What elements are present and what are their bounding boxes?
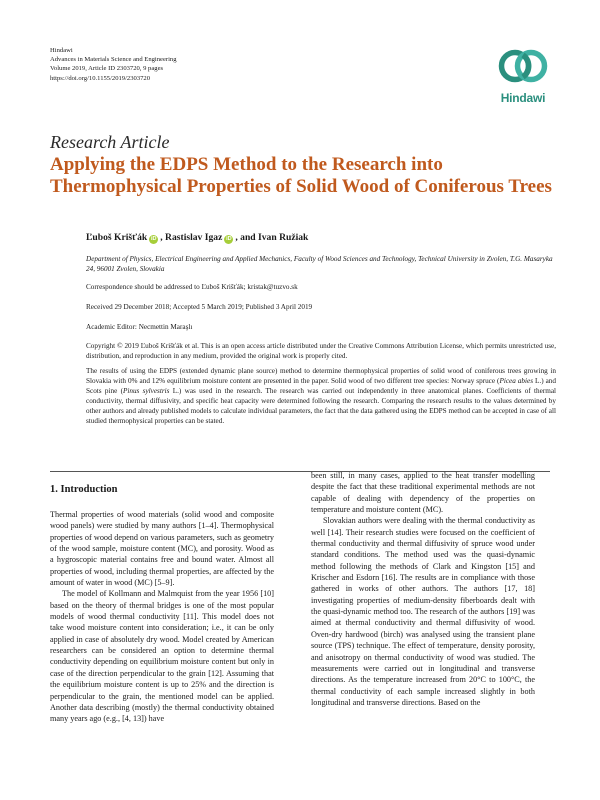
academic-editor: Academic Editor: Necmettin Maraşlı — [86, 323, 193, 331]
author-list — [86, 232, 308, 244]
section-heading: 1. Introduction — [50, 484, 118, 495]
author-separator: , and — [235, 232, 259, 243]
species-name: Picea abies — [499, 377, 533, 385]
logo-wordmark: Hindawi — [500, 91, 546, 105]
article-type: Research Article — [50, 132, 170, 152]
affiliation: Department of Physics, Electrical Engineering and Applied Mechanics, Faculty of Wood Sciences and Technology, Technical University in Zvolen, T.G. Masaryka 24, 96001 Zvolen, Slovakia — [86, 255, 553, 273]
journal-header — [50, 46, 350, 83]
copyright-notice: Copyright © 2019 Ľuboš Krišťák et al. This is an open access article distributed under the Creative Commons Attribution License, which permits unrestricted use, distribution, and reproduction in any medium, provided the original work is properly cited. — [86, 342, 556, 360]
doi-link[interactable]: https://doi.org/10.1155/2019/2303720 — [50, 74, 151, 82]
orcid-icon[interactable]: iD — [226, 236, 232, 242]
publication-dates: Received 29 December 2018; Accepted 5 March 2019; Published 3 April 2019 — [86, 303, 313, 311]
paragraph: been still, in many cases, applied to the heat transfer modelling despite the fact that these traditional experimental methods are not capable of dealing with dependency of the properties on temperature and moisture content (MC). — [311, 471, 535, 515]
publisher-name: Hindawi — [50, 47, 73, 54]
journal-name: Advances in Materials Science and Engineering — [50, 56, 177, 64]
paragraph: Thermal properties of wood materials (solid wood and composite wood panels) were studied by many authors [1–4]. Thermophysical properties of wood depend on various parameters, such as geometry of the wood sample, moisture content (MC), and porosity. Wood as a hygroscopic material contains free and bound water. Almost all properties of wood, including thermal properties, are affected by the amount of water in wood (MC) [5–9]. — [50, 510, 274, 588]
volume-info: Volume 2019, Article ID 2303720, 9 pages — [50, 65, 164, 73]
hindawi-rings-icon — [495, 44, 551, 90]
correspondence: Correspondence should be addressed to Ľuboš Krišťák; kristak@tuzvo.sk — [86, 283, 298, 291]
species-name: Pinus sylvestris — [122, 387, 170, 395]
author-separator: , — [160, 232, 166, 243]
author-name: Ľuboš Krišťák — [86, 232, 148, 243]
orcid-icon[interactable]: iD — [151, 236, 157, 242]
abstract-text: L.) and Scots pine ( — [86, 377, 556, 395]
article-title: Applying the EDPS Method to the Research into Thermophysical Properties of Solid Wood of Coniferous Trees — [50, 154, 552, 197]
hindawi-logo — [495, 44, 551, 106]
paragraph: Slovakian authors were dealing with the thermal conductivity as well [14]. Their research studies were focused on the coefficient of thermal conductivity and thermal diffusivity of spruce wood under standard conditions. The method used was the quasi-dynamic method following the methods of Clark and Kingston [15] and Krischer and Esdorn [16]. The results are in compliance with those gathered in works of other authors. The authors [17, 18] investigating properties of medium-density fiberboards dealt with the quasi-dynamic method too. The research of the authors [19] was aimed at thermal conductivity and thermal diffusivity of wood. Oven-dry hardwood (birch) was analysed using the transient plane source (TPS) technique. The effect of temperature, density porosity, and anisotropy on thermal conductivity of wood was studied. The measurements were carried out in longitudinal and transverse directions. As the temperature increased from 20°C to 100°C, the thermal conductivity of each sample increased slightly in both longitudinal and transverse directions. Based on the — [311, 516, 535, 707]
abstract-text: The results of using the EDPS (extended dynamic plane source) method to determine thermophysical properties of solid wood of coniferous trees growing in Slovakia with 0% and 12% equilibrium moisture content are presented in the paper. Solid wood of two different tree species: Norway spruce ( — [86, 367, 556, 385]
author-name: Rastislav Igaz — [165, 232, 223, 243]
body-column-left — [50, 484, 274, 725]
abstract-text: L.) was used in the research. The research was carried out independently in three anatomical planes. Coefficients of thermal conductivity, thermal diffusivity, and specific heat capacity were determined following the research. Comparing the research results to the values determined by other authors and already published models to calculate individual parameters, the fact that the data gathered using the EDPS method can be accepted in case of all studied thermophysical properties can be stated. — [86, 387, 557, 425]
author-name: Ivan Ružiak — [258, 232, 309, 243]
body-column-right — [311, 470, 535, 708]
paragraph: The model of Kollmann and Malmquist from the year 1956 [10] based on the theory of thermal bridges is one of the most popular models of wood thermal conductivity [11]. This model does not take wood moisture content into consideration; i.e., it can be only applied in case of absolutely dry wood. Model created by American researchers can be considered an option to determine thermal conductivity depending on equilibrium moisture content but only in case of the direction perpendicular to the grain [12]. Assuming that the equilibrium moisture content is up to 25% and the direction is perpendicular to the grain, the mentioned model can be applied. Another data describing (mostly) the thermal conductivity obtained many years ago (e.g., [4, 13]) have — [50, 589, 274, 724]
abstract — [86, 366, 556, 426]
